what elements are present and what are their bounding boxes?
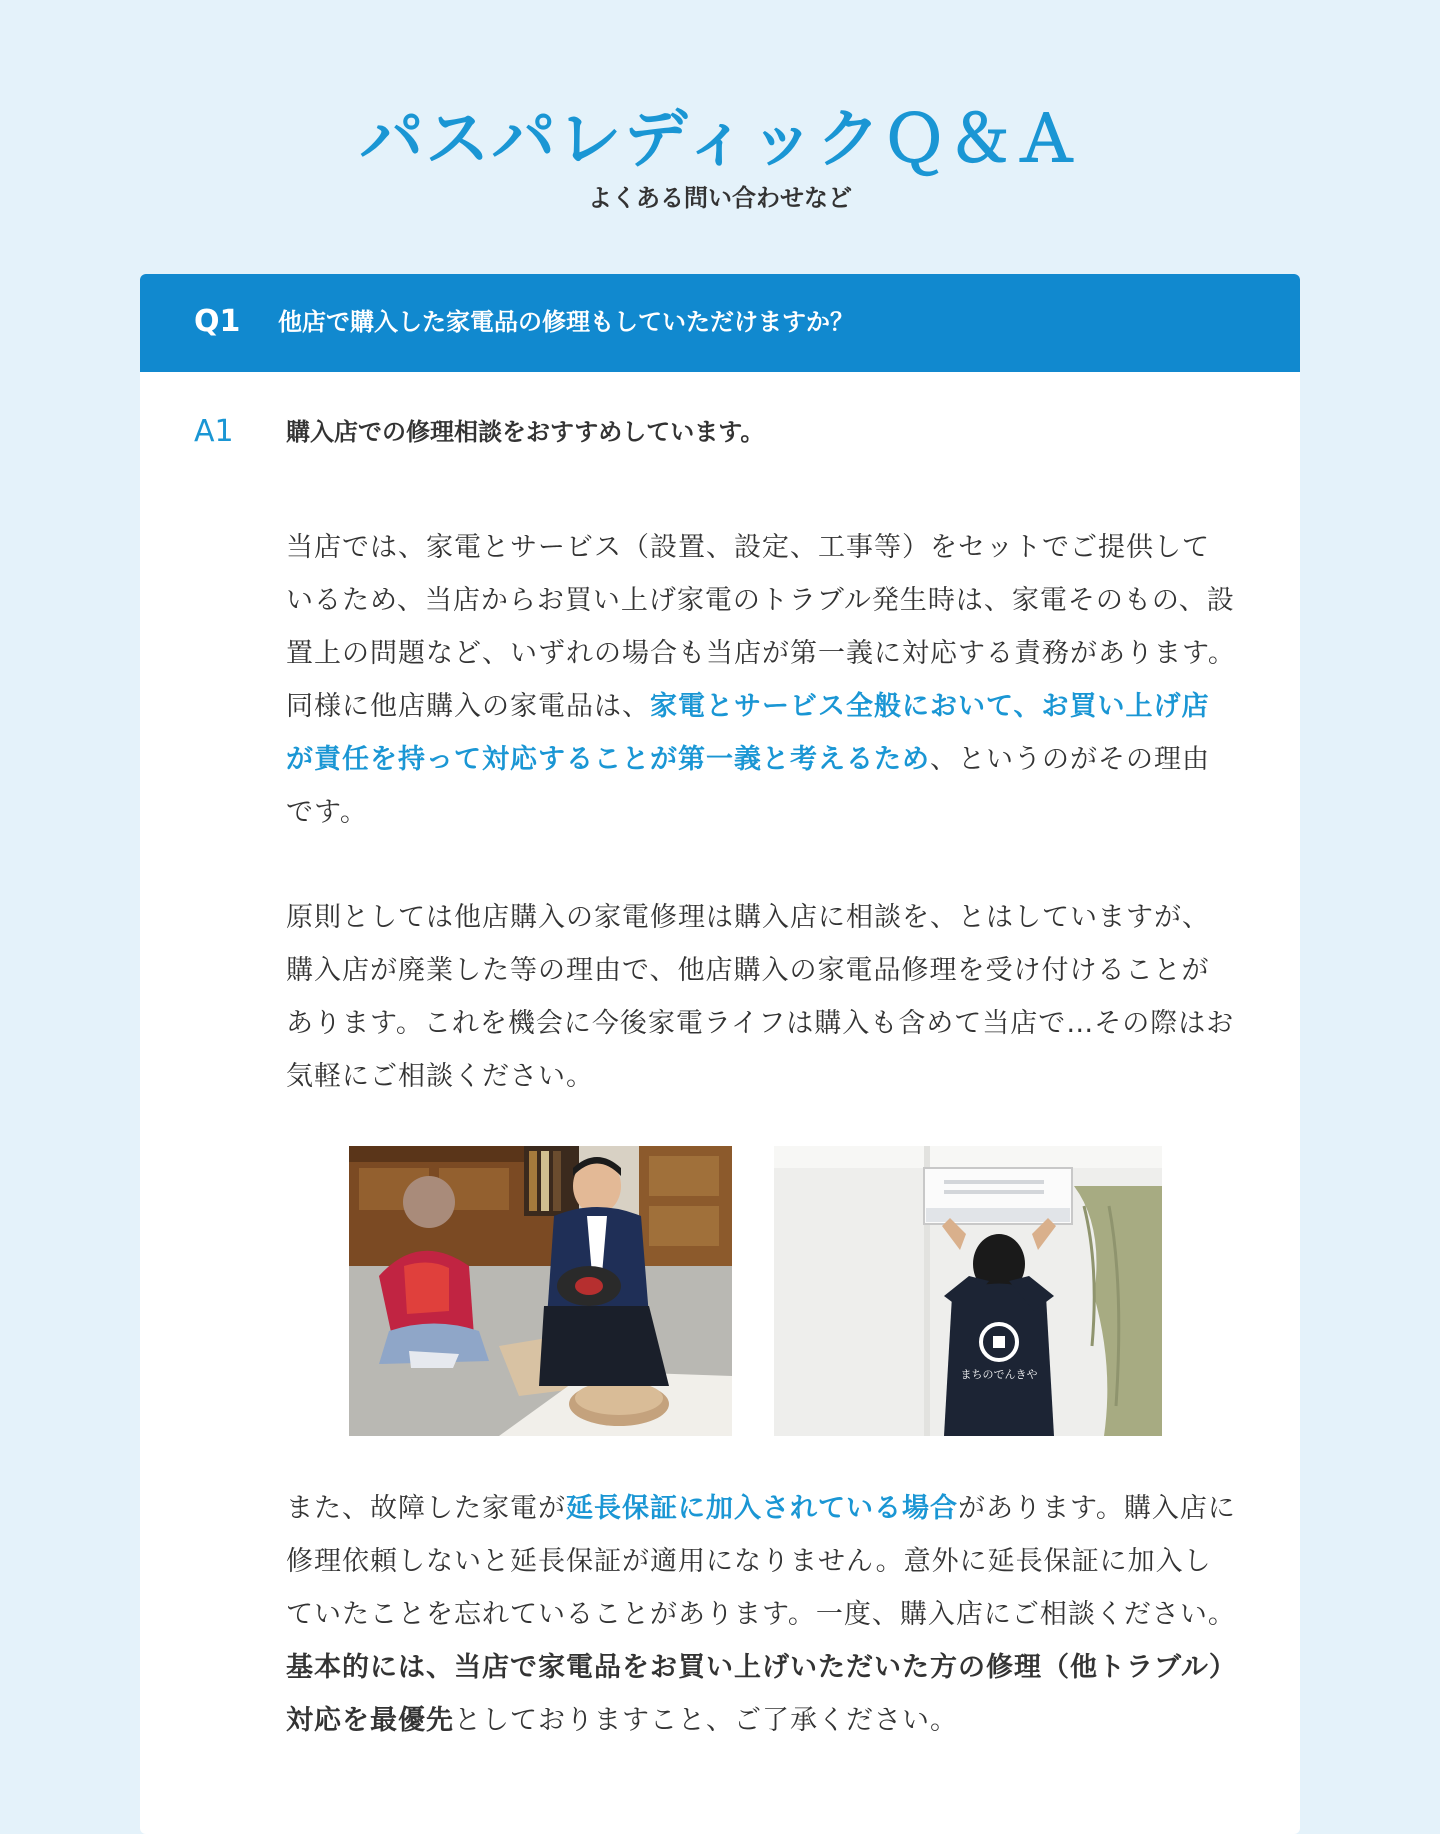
answer-paragraph-3 bbox=[286, 1482, 1236, 1747]
shirt-logo-text: まちのでんきや bbox=[960, 1368, 1038, 1381]
bold-text: 基本的には、当店で家電品をお買い上げいただいた方の修理（他トラブル）対応を最優先 bbox=[286, 1652, 1224, 1736]
page-title: パスパレディックＱ＆Ａ bbox=[359, 103, 1081, 177]
page-header bbox=[0, 100, 1440, 213]
paragraph-text: としておりますこと、ご了承ください。 bbox=[454, 1705, 958, 1736]
paragraph-text: 当店では、家電とサービス（設置、設定、工事等）をセットでご提供しているため、当店からお買い上げ家電のトラブル発生時は、家電そのもの、設置上の問題など、いずれの場合も当店が第一義に対応する責務があります。同様に他店購入の家電品は、 bbox=[286, 532, 1236, 722]
aircon-install-photo bbox=[774, 1146, 1162, 1436]
answer-lead: 購入店での修理相談をおすすめしています。 bbox=[286, 418, 765, 446]
paragraph-text: があります。購入店に修理依頼しないと延長保証が適用になりません。意外に延長保証に加入していたことを忘れていることがあります。一度、購入店にご相談ください。 bbox=[286, 1493, 1236, 1630]
answer-body bbox=[286, 414, 1236, 1747]
question-label: Q1 bbox=[194, 304, 241, 339]
answer-label: A1 bbox=[194, 414, 234, 449]
paragraph-text: 、というのがその理由です。 bbox=[286, 744, 1210, 828]
answer-paragraph-2: 原則としては他店購入の家電修理は購入店に相談を、とはしていますが、購入店が廃業した等の理由で、他店購入の家電品修理を受け付けることがあります。これを機会に今後家電ライフは購入も含めて当店で…その際はお気軽にご相談ください。 bbox=[286, 902, 1235, 1092]
repair-visit-photo bbox=[349, 1146, 732, 1436]
question-text: 他店で購入した家電品の修理もしていただけますか？ bbox=[278, 308, 854, 336]
page-subtitle: よくある問い合わせなど bbox=[588, 184, 852, 212]
photo-row bbox=[286, 1146, 1236, 1436]
qa-card bbox=[140, 274, 1300, 1834]
answer-paragraph-1 bbox=[286, 521, 1236, 839]
paragraph-text: また、故障した家電が bbox=[286, 1493, 566, 1524]
question-bar bbox=[140, 274, 1300, 372]
highlight-text: 延長保証に加入されている場合 bbox=[566, 1493, 958, 1524]
highlight-text: 家電とサービス全般において、お買い上げ店が責任を持って対応することが第一義と考えるため bbox=[286, 691, 1210, 775]
